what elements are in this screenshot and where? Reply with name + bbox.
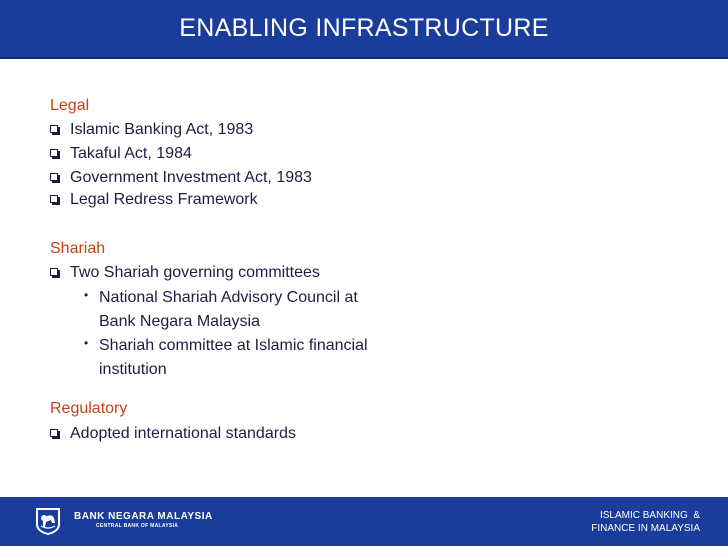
square-bullet-icon (50, 149, 60, 159)
bullet-text: Government Investment Act, 1983 (70, 169, 312, 186)
square-bullet-icon (50, 173, 60, 183)
bank-logo-icon (34, 506, 62, 536)
sub-bullet-text: Shariah committee at Islamic financial (99, 337, 368, 354)
square-bullet-icon (50, 268, 60, 278)
bullet-text: Adopted international standards (70, 425, 296, 442)
brand-name: BANK NEGARA MALAYSIA (74, 511, 213, 522)
section-heading-shariah: Shariah (50, 240, 106, 257)
square-bullet-icon (50, 125, 60, 135)
bullet-text: Two Shariah governing committees (70, 264, 320, 281)
footer-caption-line2: FINANCE IN MALAYSIA (591, 523, 700, 534)
footer-caption-line1: ISLAMIC BANKING & (599, 510, 700, 521)
bullet-text: Takaful Act, 1984 (70, 145, 192, 162)
brand-subtitle: CENTRAL BANK OF MALAYSIA (96, 523, 179, 529)
footer-caption (591, 509, 700, 535)
slide-title: ENABLING INFRASTRUCTURE (179, 14, 549, 42)
dot-bullet-icon: • (84, 288, 89, 302)
sub-bullet-text: institution (99, 361, 167, 378)
sub-bullet-text: Bank Negara Malaysia (99, 313, 260, 330)
title-bar (0, 0, 728, 59)
square-bullet-icon (50, 195, 60, 205)
bullet-text: Islamic Banking Act, 1983 (70, 121, 254, 138)
section-heading-legal: Legal (50, 97, 90, 114)
sub-bullet-text: National Shariah Advisory Council at (99, 289, 358, 306)
section-heading-regulatory: Regulatory (50, 400, 128, 417)
square-bullet-icon (50, 429, 60, 439)
bullet-text: Legal Redress Framework (70, 191, 258, 208)
dot-bullet-icon: • (84, 336, 89, 350)
